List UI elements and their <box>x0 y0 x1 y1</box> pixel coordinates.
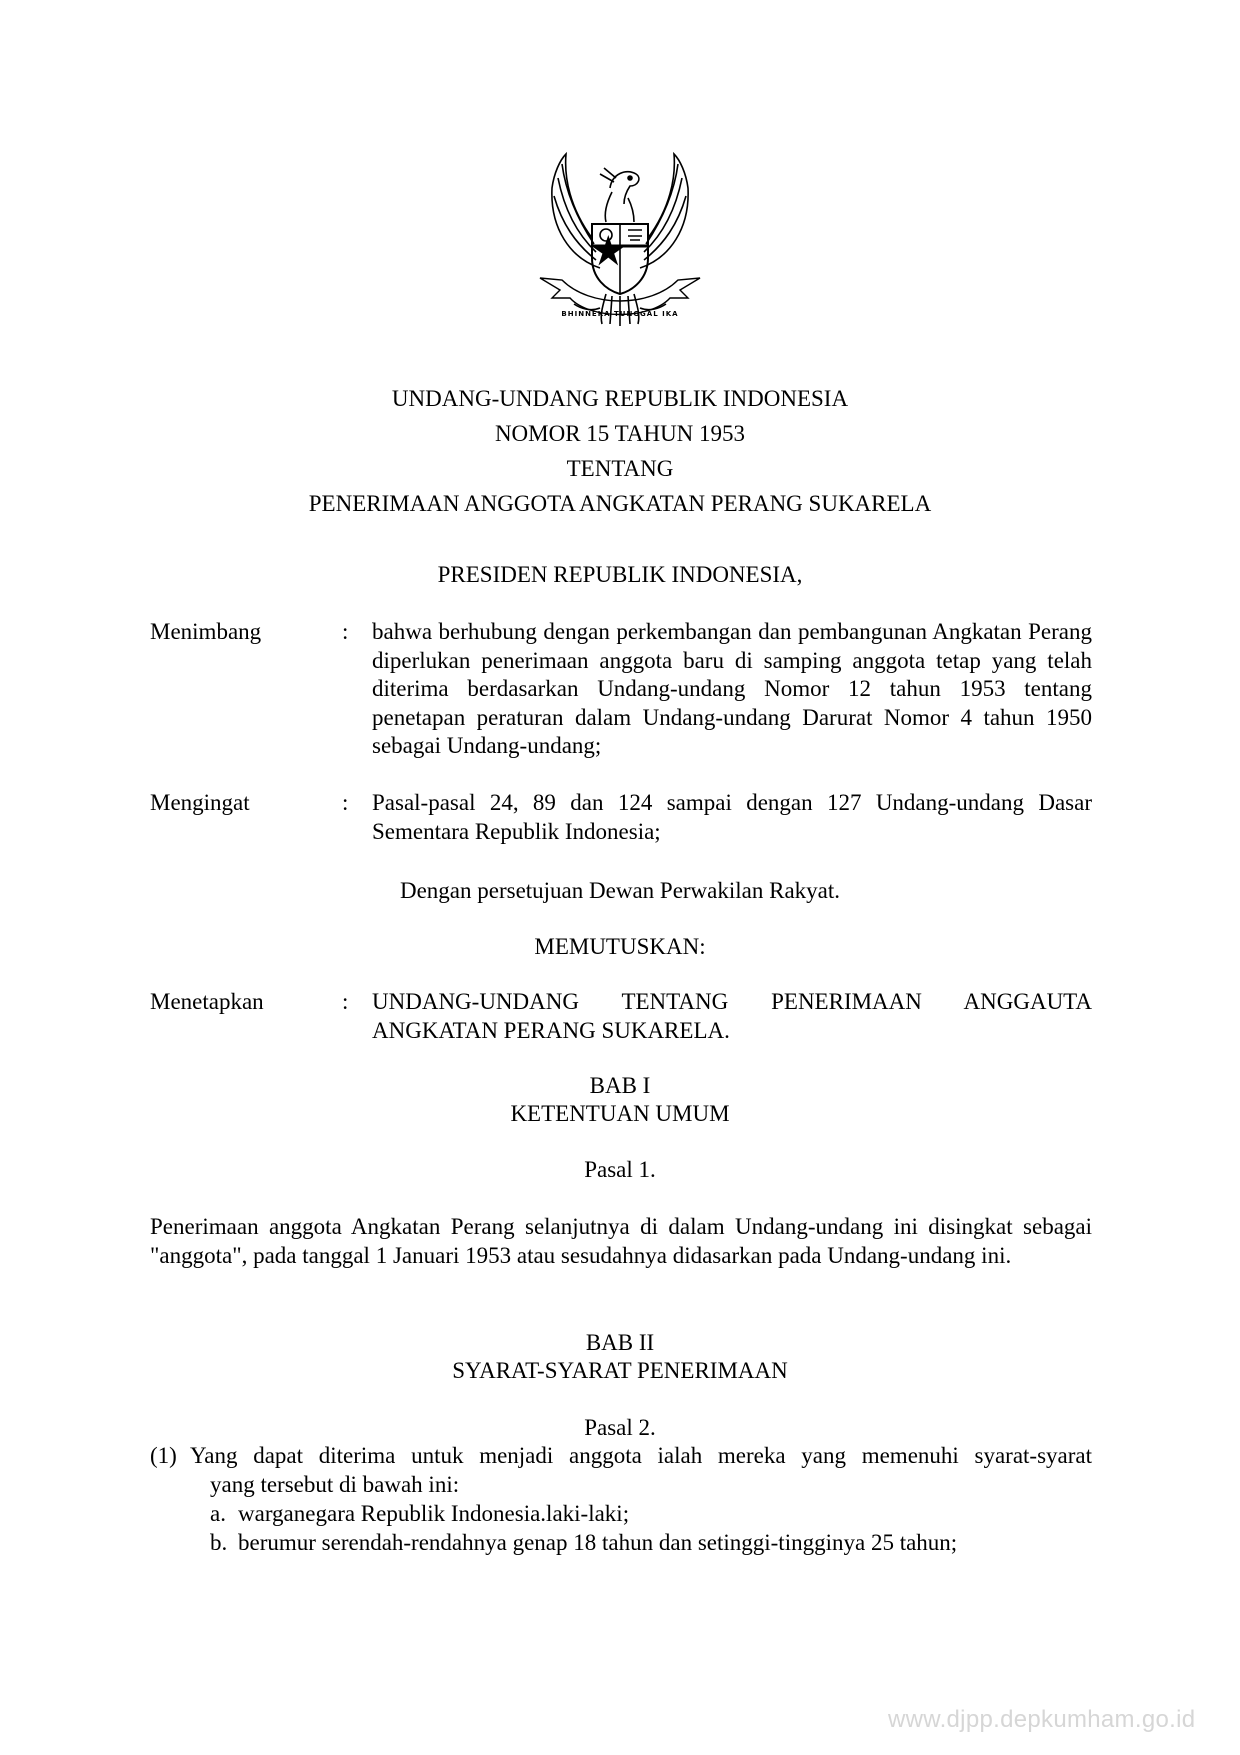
title-line-4: PENERIMAAN ANGGOTA ANGKATAN PERANG SUKARELA <box>308 491 932 516</box>
ayat1-line2: yang tersebut di bawah ini: <box>210 1472 460 1497</box>
mengingat-colon: : <box>342 790 349 815</box>
list-item-b-marker: b. <box>210 1530 228 1555</box>
bab1-subtitle: KETENTUAN UMUM <box>510 1101 730 1126</box>
pasal1-text: Penerimaan anggota Angkatan Perang selanjutnya di dalam Undang-undang ini disingkat sebagai "anggota", pada tanggal 1 Januari 1953 atau sesudahnya didasarkan pada Undang-undang ini. <box>150 1214 1092 1268</box>
list-item-b: berumur serendah-rendahnya genap 18 tahun dan setinggi-tingginya 25 tahun; <box>238 1530 958 1555</box>
list-item-a: warganegara Republik Indonesia.laki-laki; <box>238 1501 630 1526</box>
menetapkan-label: Menetapkan <box>150 989 264 1014</box>
garuda-emblem-icon <box>530 148 710 348</box>
menimbang-text: bahwa berhubung dengan perkembangan dan pembangunan Angkatan Perang diperlukan penerimaan anggota baru di samping anggota tetap yang telah diterima berdasarkan Undang-undang Nomor 12 tahun 1953 tentang penetapan peraturan dalam Undang-undang Darurat Nomor 4 tahun 1950 sebagai Undang-undang; <box>372 619 1092 758</box>
bab1-title: BAB I <box>589 1073 651 1098</box>
mengingat-text: Pasal-pasal 24, 89 dan 124 sampai dengan 127 Undang-undang Dasar Sementara Republik Indonesia; <box>372 790 1092 844</box>
watermark-text: www.djpp.depkumham.go.id <box>888 1706 1196 1733</box>
ayat1-line1: Yang dapat diterima untuk menjadi anggota ialah mereka yang memenuhi syarat-syarat <box>190 1443 1092 1468</box>
pasal1-title: Pasal 1. <box>584 1157 656 1182</box>
list-item-a-marker: a. <box>210 1501 226 1526</box>
title-line-1: UNDANG-UNDANG REPUBLIK INDONESIA <box>391 386 849 411</box>
menimbang-label: Menimbang <box>150 619 262 644</box>
emblem-motto: BHINNEKA TUNGGAL IKA <box>561 310 679 318</box>
title-line-3: TENTANG <box>566 456 674 481</box>
title-line-2: NOMOR 15 TAHUN 1953 <box>494 421 746 446</box>
persetujuan-line: Dengan persetujuan Dewan Perwakilan Rakyat. <box>399 878 841 903</box>
bab2-title: BAB II <box>585 1330 655 1355</box>
menimbang-colon: : <box>342 619 349 644</box>
pasal2-title: Pasal 2. <box>584 1415 656 1440</box>
menetapkan-colon: : <box>342 989 349 1014</box>
president-heading: PRESIDEN REPUBLIK INDONESIA, <box>437 562 803 587</box>
mengingat-label: Mengingat <box>150 790 250 815</box>
memutuskan-heading: MEMUTUSKAN: <box>534 934 706 959</box>
bab2-subtitle: SYARAT-SYARAT PENERIMAAN <box>452 1358 788 1383</box>
ayat1-number: (1) <box>150 1443 177 1468</box>
menetapkan-text: UNDANG-UNDANG TENTANG PENERIMAAN ANGGAUTA ANGKATAN PERANG SUKARELA. <box>372 989 1092 1043</box>
